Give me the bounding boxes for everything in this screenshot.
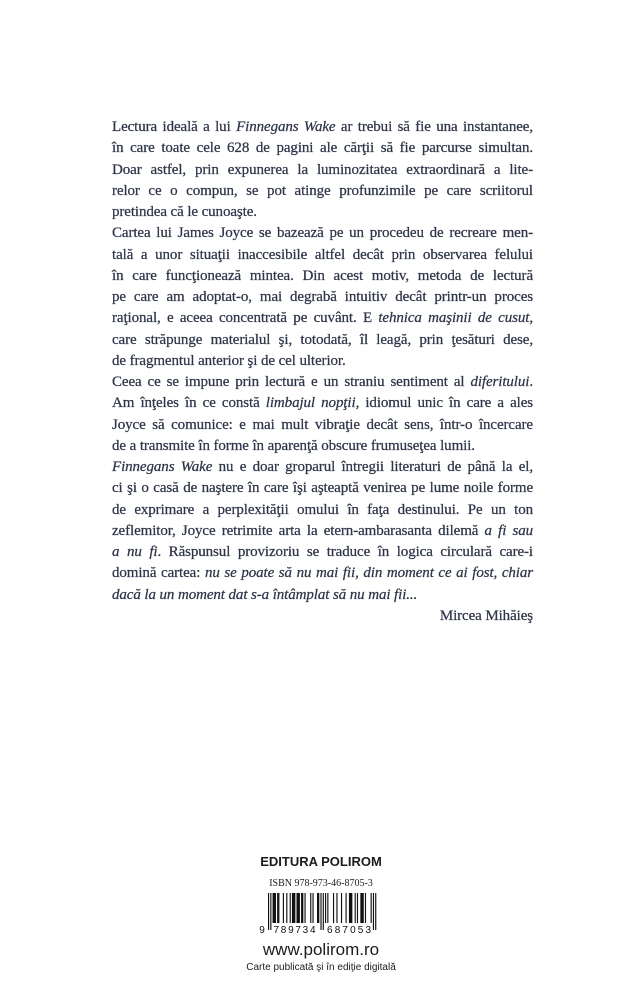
text-run: raţional, e aceea concentrată pe cuvânt. E	[112, 310, 379, 327]
barcode-bar	[290, 893, 291, 923]
barcode-bar	[301, 893, 303, 923]
barcode-first-digit: 9	[259, 925, 265, 936]
blurb-line	[112, 457, 533, 478]
text-run: Ceea ce se impune prin lectură e un straniu sentiment al	[112, 374, 471, 390]
isbn-barcode	[255, 890, 387, 936]
barcode-bar	[277, 893, 279, 923]
blurb-line	[112, 542, 533, 563]
barcode-guard-bar	[270, 893, 271, 930]
blurb-paragraph	[112, 372, 533, 457]
blurb-paragraph	[112, 223, 533, 372]
emphasis: a fi sau	[484, 522, 533, 539]
barcode-bar	[336, 893, 337, 923]
barcode-bar	[292, 893, 295, 923]
emphasis: limbajul nopţii	[265, 395, 356, 412]
barcode-bar	[325, 893, 326, 923]
blurb-line: Cartea lui James Joyce se bazează pe un procedeu de recreare men-	[112, 225, 533, 242]
book-title: Finnegans Wake	[112, 459, 213, 475]
barcode-bar	[357, 893, 358, 923]
barcode-bar	[327, 893, 328, 923]
blurb-line: pretindea că le cunoaşte.	[112, 204, 257, 220]
text-run: Am înţeles în ce constă	[112, 395, 266, 412]
barcode-bar	[286, 893, 287, 923]
blurb	[112, 117, 533, 627]
barcode-bar	[312, 893, 313, 923]
blurb-line	[112, 393, 533, 414]
text-run: . Răspunsul provizoriu se traduce în logica circulară care-i	[157, 544, 533, 560]
barcode-bar	[304, 893, 305, 923]
emphasis: nu se poate să nu mai fii, din moment ce ai fost, chiar	[204, 565, 533, 582]
text-run: ,	[529, 310, 533, 327]
barcode-bar	[371, 893, 372, 923]
blurb-paragraph	[112, 457, 533, 606]
barcode-bar	[360, 893, 363, 923]
barcode-bar	[365, 893, 366, 923]
barcode-guard-bar	[268, 893, 269, 930]
barcode-guard-bar	[373, 893, 374, 930]
barcode-bar	[317, 893, 319, 923]
barcode-bar	[341, 893, 342, 923]
barcode-guard-bar	[375, 893, 376, 930]
blurb-line	[112, 372, 533, 393]
blurb-line: de a transmite în forme în aparenţă obscure frumuseţea lumii.	[112, 437, 475, 454]
digital-edition-note: Carte publicată şi în ediţie digitală	[246, 962, 396, 973]
blurb-line	[112, 563, 533, 584]
barcode-guard-bar	[323, 893, 324, 930]
text-run: zeflemitor, Joyce retrimite arta la etern-ambarasanta dilemă	[112, 522, 485, 539]
blurb-line: în care funcţionează mintea. Din acest motiv, metoda de lectură	[112, 267, 533, 284]
text-run: , idiomul unic în care a ales	[355, 395, 533, 412]
blurb-line: în care toate cele 628 de pagini ale cărţii să fie parcurse simultan.	[112, 140, 533, 157]
publisher-website: www.polirom.ro	[262, 940, 380, 959]
blurb-line: de exprimare a perplexităţii omului în faţa destinului. Pe un ton	[112, 501, 533, 518]
emphasis: dacă la un moment dat s-a întâmplat să nu mai fii...	[112, 586, 418, 603]
blurb-line	[112, 117, 533, 138]
blurb-line	[112, 521, 533, 542]
text-run: Lectura ideală a lui	[112, 119, 237, 135]
barcode-bar	[349, 893, 352, 923]
text-run: nu e doar groparul întregii literaturi de până la el,	[212, 459, 533, 475]
text-run: ar trebui să fie una instantanee,	[335, 119, 534, 135]
barcode-right-digits: 687053	[327, 925, 371, 936]
blurb-line: relor ce o compun, se pot atinge profunzimile pe care scriitorul	[112, 182, 533, 199]
blurb-line: de fragmentul anterior şi de cel ulterior.	[112, 352, 346, 369]
barcode-bar	[346, 893, 347, 923]
blurb-line: Joyce să comunice: e mai mult vibraţie decât sens, într-o încercare	[112, 416, 533, 433]
text-run: domină cartea:	[112, 565, 205, 582]
barcode-bar	[283, 893, 284, 923]
book-title: Finnegans Wake	[236, 119, 336, 135]
blurb-line: Doar astfel, prin expunerea la luminozitatea extraordinară a lite-	[112, 161, 533, 178]
blurb-line: care străpunge materialul şi, totodată, îl leagă, prin ţesături dese,	[112, 331, 533, 348]
emphasis: diferitului	[470, 374, 530, 390]
blurb-line	[112, 585, 533, 606]
barcode-bar	[355, 893, 356, 923]
blurb-line: ci şi o casă de naştere în care îşi aşteaptă venirea pe lume noile forme	[112, 480, 533, 497]
blurb-line: tală a unor situaţii inaccesibile altfel decât prin observarea felului	[112, 246, 533, 263]
emphasis: a nu fi	[112, 544, 158, 560]
emphasis: tehnica maşinii de cusut	[378, 310, 530, 327]
isbn-label: ISBN 978-973-46-8705-3	[269, 878, 373, 889]
barcode-bar	[273, 893, 276, 923]
barcode-guard-bar	[320, 893, 321, 930]
blurb-line: pe care am adoptat-o, mai degrabă intuitiv decât printr-un proces	[112, 289, 533, 305]
author-signature: Mircea Mihăieş	[439, 607, 533, 624]
barcode-left-digits: 789734	[273, 925, 316, 936]
barcode-bar	[333, 893, 334, 923]
barcode-bar	[297, 893, 300, 923]
publisher-name: EDITURA POLIROM	[260, 854, 382, 869]
text-run: .	[529, 374, 533, 390]
barcode-bar	[310, 893, 311, 923]
blurb-line	[112, 308, 533, 329]
blurb-paragraph	[112, 117, 533, 223]
